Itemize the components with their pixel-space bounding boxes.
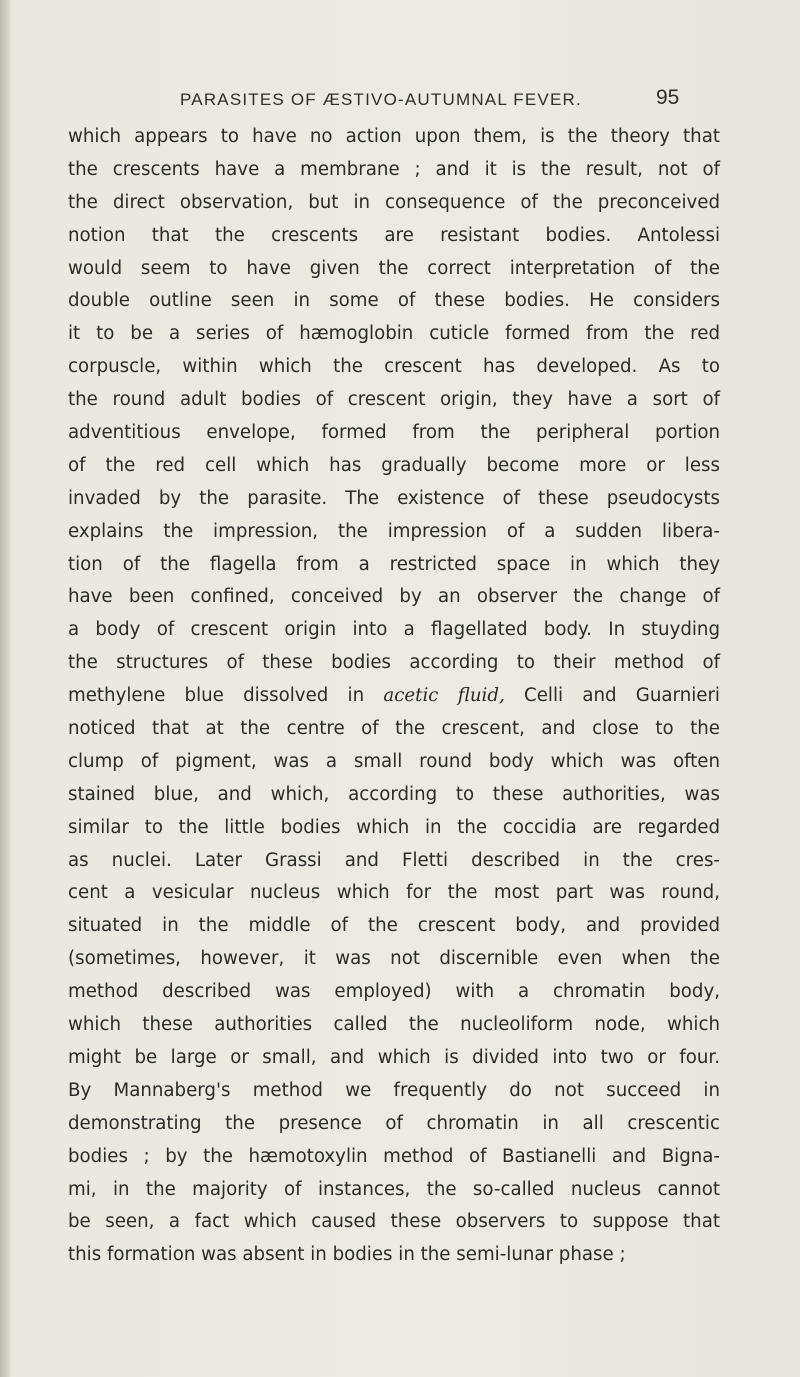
body-text [68,121,720,1272]
text-line-with-italic [68,680,720,713]
running-head: PARASITES OF ÆSTIVO-AUTUMNAL FEVER. [180,90,582,109]
text-line: might be large or small, and which is divided into two or four. [68,1046,720,1068]
text-line: the round adult bodies of crescent origin, they have a sort of [68,389,720,411]
text-line: have been confined, conceived by an observer the change of [68,586,720,608]
text-line: clump of pigment, was a small round body which was often [68,750,720,772]
text-line: it to be a series of hæmoglobin cuticle formed from the red [68,323,720,345]
text-line: which these authorities called the nucleoliform node, which [68,1014,720,1036]
italic-term: acetic fluid, [383,685,505,707]
text-line: mi, in the majority of instances, the so-called nucleus cannot [68,1178,720,1200]
text-line: (sometimes, however, it was not discernible even when the [68,948,720,970]
text-line: double outline seen in some of these bodies. He considers [68,290,720,312]
text-line: of the red cell which has gradually become more or less [68,454,720,476]
text-line: similar to the little bodies which in the coccidia are regarded [68,816,720,838]
text-line: situated in the middle of the crescent body, and provided [68,915,720,937]
text-line: demonstrating the presence of chromatin in all crescentic [68,1112,720,1134]
text-line: explains the impression, the impression of a sudden libera- [68,520,720,542]
text-line: this formation was absent in bodies in the semi-lunar phase ; [68,1244,626,1266]
page-edge-shadow [0,0,10,1377]
text-line: stained blue, and which, according to these authorities, was [68,783,720,805]
text-line: noticed that at the centre of the crescent, and close to the [68,718,720,740]
text-line: as nuclei. Later Grassi and Fletti described in the cres- [68,849,720,871]
text-line: method described was employed) with a chromatin body, [68,981,720,1003]
text-line: the direct observation, but in consequence of the preconceived [68,191,720,213]
text-line: the crescents have a membrane ; and it is the result, not of [68,158,720,180]
text-line: which appears to have no action upon them, is the theory that [68,126,720,147]
text-line: would seem to have given the correct interpretation of the [68,257,720,279]
page-number: 95 [656,86,680,109]
text-line: be seen, a fact which caused these observers to suppose that [68,1211,720,1233]
text-line: notion that the crescents are resistant bodies. Antolessi [68,224,720,246]
text-line: a body of crescent origin into a flagellated body. In stuyding [68,619,720,641]
text-line: bodies ; by the hæmotoxylin method of Bastianelli and Bigna- [68,1145,720,1167]
text-line: By Mannaberg's method we frequently do not succeed in [68,1079,720,1101]
text-line: tion of the flagella from a restricted space in which they [68,553,720,575]
text-line: cent a vesicular nucleus which for the most part was round, [68,882,720,904]
text-line: invaded by the parasite. The existence of these pseudocysts [68,487,720,509]
text-segment: Celli and Guarnieri [504,685,720,707]
text-line: the structures of these bodies according to their method of [68,652,720,674]
text-line: adventitious envelope, formed from the peripheral portion [68,422,720,444]
text-line: corpuscle, within which the crescent has developed. As to [68,356,720,378]
text-segment: methylene blue dissolved in [68,685,384,707]
